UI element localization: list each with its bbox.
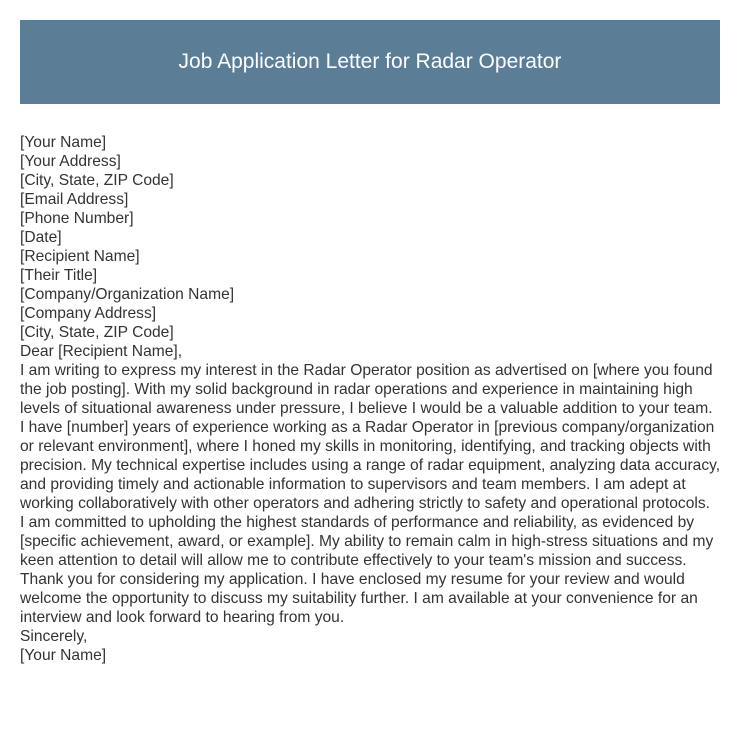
recipient-name: [Recipient Name] (20, 248, 140, 265)
sender-name: [Your Name] (20, 134, 107, 151)
sender-phone: [Phone Number] (20, 210, 134, 227)
sender-city-state-zip: [City, State, ZIP Code] (20, 172, 174, 189)
paragraph-closing: Thank you for considering my application. I have enclosed my resume for your review and would welcome the opportunity to discuss my suitability further. I am available at your convenience for an interview and look forward to hearing from you. (20, 571, 698, 626)
salutation: Dear [Recipient Name], (20, 343, 183, 360)
recipient-company: [Company/Organization Name] (20, 286, 235, 303)
paragraph-intro: I am writing to express my interest in the Radar Operator position as advertised on [where you found the job posting]. With my solid background in radar operations and experience in maintaining high levels of situational awareness under pressure, I believe I would be a valuable addition to your team. (20, 362, 713, 417)
signature-name: [Your Name] (20, 647, 107, 664)
letter-body (20, 133, 722, 665)
recipient-address: [Company Address] (20, 305, 157, 322)
recipient-city-state-zip: [City, State, ZIP Code] (20, 324, 174, 341)
header-banner (20, 20, 720, 104)
closing: Sincerely, (20, 628, 88, 645)
paragraph-experience: I have [number] years of experience working as a Radar Operator in [previous company/organization or relevant environment], where I honed my skills in monitoring, identifying, and tracking objects with precision. My technical expertise includes using a range of radar equipment, analyzing data accuracy, and providing timely and actionable information to supervisors and team members. I am adept at working collaboratively with other operators and adhering strictly to safety and operational protocols. (20, 419, 721, 512)
sender-email: [Email Address] (20, 191, 129, 208)
page-title: Job Application Letter for Radar Operator (178, 50, 562, 73)
sender-address: [Your Address] (20, 153, 121, 170)
letter-date: [Date] (20, 229, 62, 246)
paragraph-commitment: I am committed to upholding the highest standards of performance and reliability, as evidenced by [specific achievement, award, or example]. My ability to remain calm in high-stress situations and my keen attention to detail will allow me to contribute effectively to your team's mission and success. (20, 514, 714, 569)
recipient-title: [Their Title] (20, 267, 98, 284)
